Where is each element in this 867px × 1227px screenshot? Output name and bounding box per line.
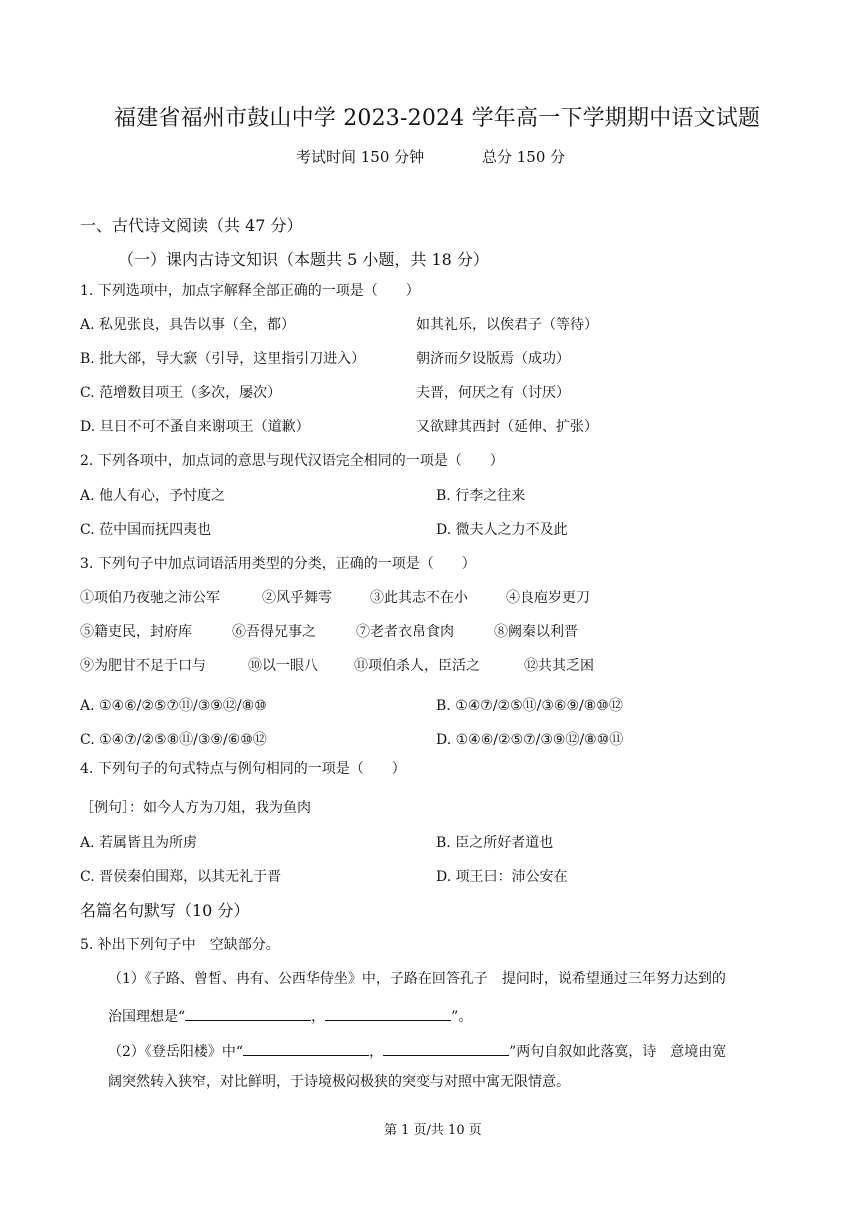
section-title: 一、古代诗文阅读（共 47 分） (80, 216, 303, 235)
document-title: 福建省福州市鼓山中学 2023-2024 学年高一下学期期中语文试题 (114, 106, 761, 131)
q5-part1-prefix: 治国理想是“ (108, 1009, 186, 1025)
q1-option-a-right: 如其礼乐，以俟君子（等待） (416, 317, 598, 333)
q4-example: ［例句］：如今人方为刀俎，我为鱼肉 (80, 800, 311, 816)
blank-4[interactable] (383, 1041, 509, 1056)
q1-option-c-right: 夫晋，何厌之有（讨厌） (416, 385, 570, 401)
q1-option-c-left: C. 范增数目项王（多次，屡次） (80, 385, 282, 401)
q3-item: ①项伯乃夜驰之沛公军 (80, 590, 220, 606)
part-title: （一）课内古诗文知识（本题共 5 小题，共 18 分） (118, 250, 489, 269)
q1-stem: 1. 下列选项中，加点字解释全部正确的一项是（ ） (80, 283, 420, 299)
q3-item: ③此其志不在小 (370, 590, 468, 606)
q4-option-d: D. 项王曰：沛公安在 (436, 869, 568, 885)
q3-item: ⑪项伯杀人，臣活之 (354, 658, 480, 674)
q3-item: ⑧阙秦以利晋 (494, 624, 578, 640)
q5-part2-prefix: （2）《登岳阳楼》中“ (108, 1044, 244, 1060)
q3-option-b: B. ①④⑦/②⑤⑪/③⑥⑨/⑧⑩⑫ (436, 698, 623, 714)
q3-item: ⑨为肥甘不足于口与 (80, 658, 206, 674)
page-number: 第 1 页/共 10 页 (384, 1123, 482, 1138)
q3-stem: 3. 下列句子中加点词语活用类型的分类，正确的一项是（ ） (80, 556, 476, 572)
total-score: 总分 150 分 (482, 148, 566, 166)
q4-stem: 4. 下列句子的句式特点与例句相同的一项是（ ） (80, 761, 406, 777)
q3-option-a: A. ①④⑥/②⑤⑦⑪/③⑨⑫/⑧⑩ (80, 698, 267, 714)
dictation-section-title: 名篇名句默写（10 分） (80, 901, 250, 920)
q5-part1-suffix: ”。 (451, 1009, 473, 1025)
q1-option-d-right: 又欲肆其西封（延伸、扩张） (416, 419, 598, 435)
q2-option-b: B. 行李之往来 (436, 488, 526, 504)
q5-stem: 5. 补出下列句子中 空缺部分。 (80, 937, 280, 953)
q1-option-a-left: A. 私见张良，具告以事（全，都） (80, 317, 296, 333)
q5-part1-separator: ， (311, 1009, 326, 1025)
q3-item: ⑩以一眼八 (248, 658, 318, 674)
q4-option-c: C. 晋侯秦伯围郑，以其无礼于晋 (80, 869, 282, 885)
q3-option-d: D. ①④⑥/②⑤⑦/③⑨⑫/⑧⑩⑪ (436, 732, 624, 748)
blank-1[interactable] (185, 1006, 311, 1021)
q3-item: ⑫共其乏困 (524, 658, 594, 674)
q3-item: ④良庖岁更刀 (506, 590, 590, 606)
q2-option-a: A. 他人有心，予忖度之 (80, 488, 226, 504)
q2-stem: 2. 下列各项中，加点词的意思与现代汉语完全相同的一项是（ ） (80, 453, 504, 469)
blank-2[interactable] (325, 1006, 451, 1021)
q5-part1-line2 (108, 1006, 472, 1024)
q4-option-b: B. 臣之所好者道也 (436, 835, 554, 851)
q3-option-c: C. ①④⑦/②⑤⑧⑪/③⑨/⑥⑩⑫ (80, 732, 267, 748)
q2-option-c: C. 莅中国而抚四夷也 (80, 522, 212, 538)
q5-part1-line1: （1）《子路、曾皙、冉有、公西华侍坐》中，子路在回答孔子 提问时，说希望通过三年努力达到的 (108, 971, 726, 987)
q1-option-b-right: 朝济而夕设版焉（成功） (416, 351, 570, 367)
exam-time: 考试时间 150 分钟 (296, 148, 425, 166)
q1-option-d-left: D. 旦日不可不蚤自来谢项王（道歉） (80, 419, 310, 435)
blank-3[interactable] (243, 1041, 369, 1056)
q5-part2-line1 (108, 1041, 726, 1059)
q5-part2-separator: ， (369, 1044, 384, 1060)
q4-option-a: A. 若属皆且为所虏 (80, 835, 198, 851)
q1-option-b-left: B. 批大郤，导大窾（引导，这里指引刀进入） (80, 351, 366, 367)
q3-item: ⑤籍吏民，封府库 (80, 624, 192, 640)
q2-option-d: D. 微夫人之力不及此 (436, 522, 568, 538)
q5-part2-suffix: ”两句自叙如此落寞，诗 意境由宽 (509, 1044, 727, 1060)
q3-item: ②风乎舞雩 (262, 590, 332, 606)
q3-item: ⑥吾得兄事之 (232, 624, 316, 640)
q3-item: ⑦老者衣帛食肉 (356, 624, 454, 640)
q5-part2-line2: 阔突然转入狭窄，对比鲜明，于诗境极闷极狭的突变与对照中寓无限情意。 (108, 1074, 570, 1090)
